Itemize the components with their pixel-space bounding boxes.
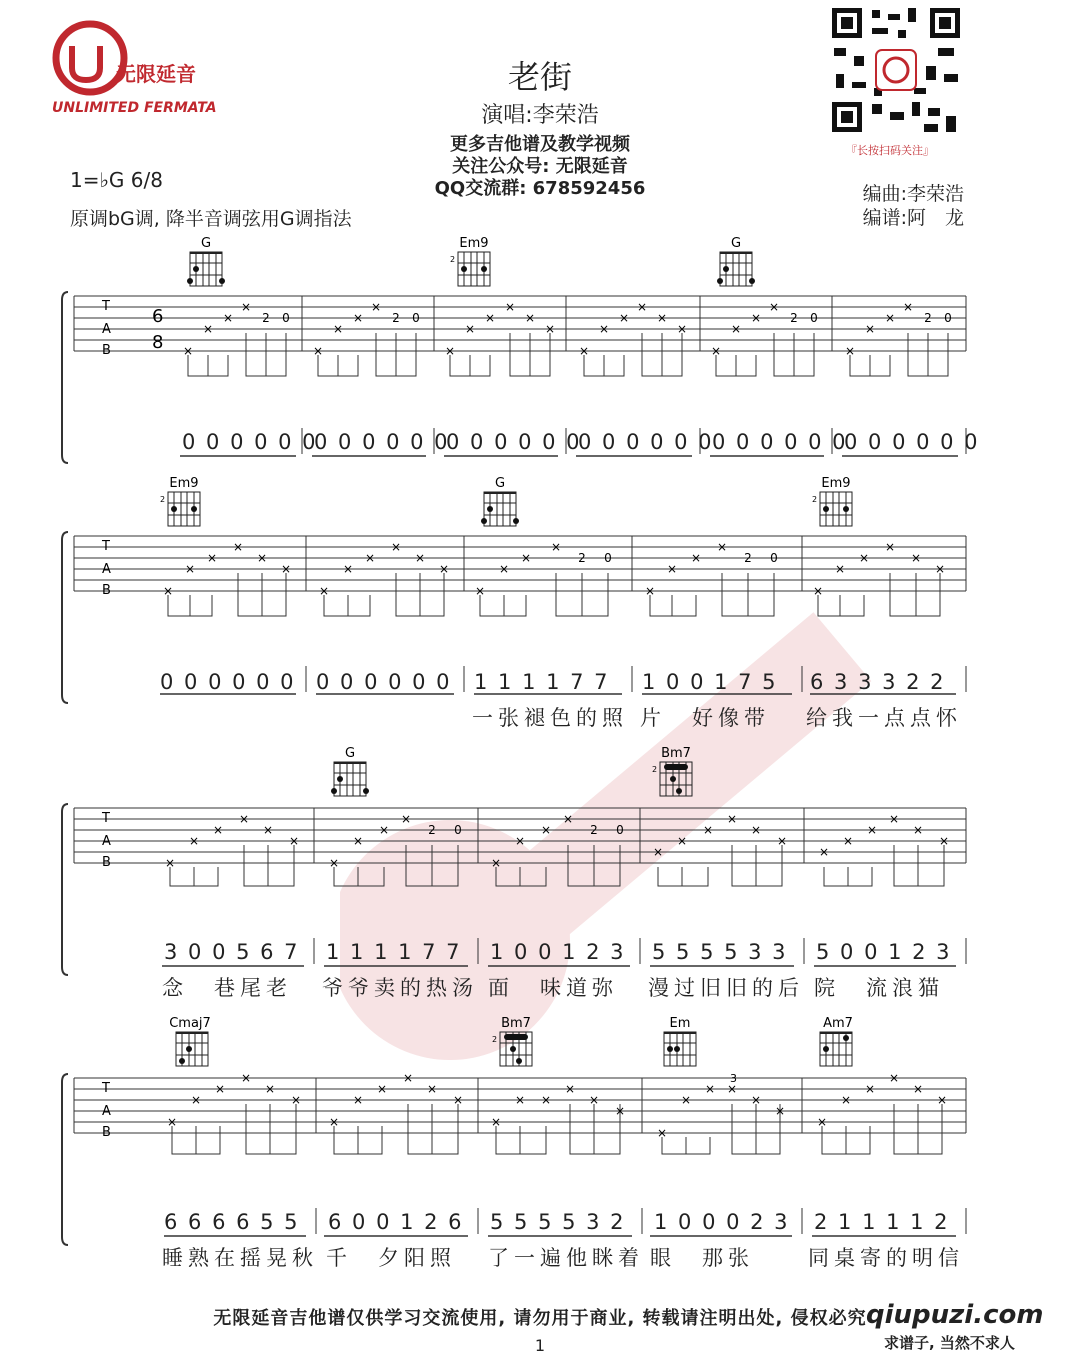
- svg-text:×: ×: [902, 300, 914, 314]
- chord-diagram: [160, 476, 208, 536]
- svg-text:×: ×: [912, 1082, 924, 1096]
- svg-text:×: ×: [352, 311, 364, 325]
- svg-text:2: 2: [590, 823, 598, 837]
- svg-text:×: ×: [190, 1093, 202, 1107]
- svg-text:×: ×: [484, 311, 496, 325]
- lyric: 睡熟在摇晃秋: [162, 1246, 318, 1270]
- svg-text:×: ×: [342, 562, 354, 576]
- svg-text:0: 0: [944, 311, 952, 325]
- svg-text:2: 2: [160, 495, 166, 504]
- svg-text:×: ×: [866, 823, 878, 837]
- jianpu-measure: 0 0 0 0 0 0: [712, 430, 848, 454]
- svg-text:0: 0: [412, 311, 420, 325]
- logo-chinese: 无限延音: [116, 62, 196, 86]
- svg-text:0: 0: [454, 823, 462, 837]
- svg-text:×: ×: [666, 562, 678, 576]
- lyric: 眼 那张: [650, 1246, 754, 1270]
- svg-text:×: ×: [656, 1126, 668, 1140]
- svg-text:A: A: [102, 1104, 111, 1119]
- jianpu-measure: 1 1 1 1 7 7: [474, 670, 610, 694]
- svg-text:Cmaj7: Cmaj7: [169, 1016, 211, 1031]
- svg-text:×: ×: [490, 1115, 502, 1129]
- svg-text:×: ×: [280, 562, 292, 576]
- svg-text:×: ×: [884, 540, 896, 554]
- svg-text:×: ×: [934, 562, 946, 576]
- jianpu-measure: 3 0 0 5 6 7: [164, 940, 300, 964]
- singer: 演唱:李荣浩: [481, 103, 599, 128]
- svg-text:×: ×: [834, 562, 846, 576]
- svg-text:×: ×: [774, 1104, 786, 1118]
- svg-text:×: ×: [426, 1082, 438, 1096]
- svg-text:×: ×: [444, 344, 456, 358]
- lyric: 同桌寄的明信: [808, 1246, 964, 1270]
- svg-text:×: ×: [370, 300, 382, 314]
- svg-text:×: ×: [240, 1071, 252, 1085]
- jianpu-measure: 5 0 0 1 2 3: [816, 940, 952, 964]
- svg-text:×: ×: [202, 322, 214, 336]
- svg-text:×: ×: [652, 845, 664, 859]
- svg-text:×: ×: [704, 1082, 716, 1096]
- svg-text:0: 0: [616, 823, 624, 837]
- lyric: 漫过旧旧的后: [648, 976, 804, 1000]
- promo-line: 更多吉他谱及教学视频: [450, 134, 630, 155]
- svg-text:×: ×: [716, 540, 728, 554]
- svg-text:×: ×: [884, 311, 896, 325]
- svg-text:B: B: [102, 855, 111, 870]
- svg-text:×: ×: [818, 845, 830, 859]
- jianpu-measure: 0 0 0 0 0 0: [446, 430, 582, 454]
- svg-text:×: ×: [540, 823, 552, 837]
- svg-text:8: 8: [152, 332, 164, 353]
- svg-text:×: ×: [166, 1115, 178, 1129]
- svg-text:×: ×: [888, 1071, 900, 1085]
- logo-english: UNLIMITED FERMATA: [52, 100, 217, 116]
- svg-text:×: ×: [474, 584, 486, 598]
- svg-text:×: ×: [816, 1115, 828, 1129]
- svg-text:×: ×: [656, 311, 668, 325]
- svg-text:B: B: [102, 343, 111, 358]
- svg-text:×: ×: [844, 344, 856, 358]
- svg-text:×: ×: [730, 322, 742, 336]
- svg-text:×: ×: [352, 1093, 364, 1107]
- svg-text:0: 0: [770, 551, 778, 565]
- svg-text:×: ×: [514, 834, 526, 848]
- svg-text:2: 2: [924, 311, 932, 325]
- svg-text:×: ×: [514, 1093, 526, 1107]
- svg-text:×: ×: [364, 551, 376, 565]
- svg-text:2: 2: [652, 765, 658, 774]
- svg-text:×: ×: [290, 1093, 302, 1107]
- svg-text:Em9: Em9: [821, 476, 851, 491]
- svg-text:×: ×: [498, 562, 510, 576]
- jianpu-measure: 2 1 1 1 1 2: [814, 1210, 950, 1234]
- svg-text:2: 2: [790, 311, 798, 325]
- svg-text:×: ×: [376, 1082, 388, 1096]
- svg-text:×: ×: [490, 856, 502, 870]
- svg-text:×: ×: [768, 300, 780, 314]
- svg-text:×: ×: [614, 1104, 626, 1118]
- svg-text:×: ×: [214, 1082, 226, 1096]
- svg-text:G: G: [344, 746, 356, 761]
- svg-text:×: ×: [726, 1082, 738, 1096]
- svg-text:×: ×: [690, 551, 702, 565]
- svg-text:×: ×: [598, 322, 610, 336]
- svg-text:Bm7: Bm7: [501, 1016, 531, 1031]
- promo-line: 关注公众号: 无限延音: [452, 156, 628, 177]
- chord-name: G: [200, 236, 212, 251]
- chord-diagram: [330, 746, 374, 806]
- svg-text:×: ×: [524, 311, 536, 325]
- svg-text:×: ×: [776, 834, 788, 848]
- svg-text:×: ×: [550, 540, 562, 554]
- site-slogan: 求谱子, 当然不求人: [884, 1334, 1015, 1352]
- svg-text:×: ×: [328, 1115, 340, 1129]
- jianpu-measure: 0 0 0 0 0 0: [844, 430, 980, 454]
- svg-text:×: ×: [414, 551, 426, 565]
- svg-text:×: ×: [888, 812, 900, 826]
- svg-text:T: T: [102, 539, 110, 554]
- svg-text:×: ×: [206, 551, 218, 565]
- svg-text:Bm7: Bm7: [661, 746, 691, 761]
- svg-text:×: ×: [676, 834, 688, 848]
- svg-text:×: ×: [452, 1093, 464, 1107]
- chord-diagram: [816, 1016, 864, 1076]
- svg-text:×: ×: [332, 322, 344, 336]
- lyric: 院 流浪猫: [814, 976, 944, 1000]
- transcriber: 编谱:阿 龙: [862, 207, 964, 229]
- svg-text:T: T: [102, 1081, 110, 1096]
- svg-text:×: ×: [842, 834, 854, 848]
- svg-text:×: ×: [400, 812, 412, 826]
- svg-text:2: 2: [578, 551, 586, 565]
- svg-text:×: ×: [562, 812, 574, 826]
- lyric: 爷爷卖的热汤: [322, 976, 478, 1000]
- svg-text:2: 2: [450, 255, 456, 264]
- lyric: 片 好像带: [640, 706, 770, 730]
- svg-text:A: A: [102, 834, 111, 849]
- svg-text:×: ×: [910, 551, 922, 565]
- svg-text:A: A: [102, 562, 111, 577]
- svg-text:B: B: [102, 1125, 111, 1140]
- svg-text:6: 6: [152, 306, 164, 327]
- svg-text:×: ×: [188, 834, 200, 848]
- key-signature: 1=♭G 6/8: [70, 168, 163, 192]
- svg-text:0: 0: [810, 311, 818, 325]
- svg-text:2: 2: [262, 311, 270, 325]
- chord-diagram: [450, 236, 498, 296]
- promo-line: QQ交流群: 678592456: [434, 178, 646, 199]
- svg-text:×: ×: [750, 1093, 762, 1107]
- svg-text:0: 0: [282, 311, 290, 325]
- svg-text:2: 2: [392, 311, 400, 325]
- svg-text:×: ×: [182, 344, 194, 358]
- svg-text:×: ×: [256, 551, 268, 565]
- svg-text:×: ×: [840, 1093, 852, 1107]
- lyric: 了一遍他眯着: [488, 1246, 644, 1270]
- chord-diagram: [660, 1016, 704, 1076]
- svg-text:×: ×: [238, 812, 250, 826]
- svg-text:2: 2: [744, 551, 752, 565]
- svg-text:×: ×: [212, 823, 224, 837]
- svg-text:×: ×: [912, 823, 924, 837]
- jianpu-measure: 0 0 0 0 0 0: [314, 430, 450, 454]
- jianpu-measure: 5 5 5 5 3 2: [490, 1210, 626, 1234]
- svg-text:×: ×: [464, 322, 476, 336]
- chord-diagram: [186, 236, 230, 296]
- svg-text:×: ×: [312, 344, 324, 358]
- svg-text:×: ×: [858, 551, 870, 565]
- svg-text:×: ×: [262, 823, 274, 837]
- qr-caption: 『长按扫码关注』: [846, 144, 934, 157]
- jianpu-measure: 0 0 0 0 0 0: [316, 670, 452, 694]
- jianpu-measure: 1 1 1 1 7 7: [326, 940, 462, 964]
- svg-text:×: ×: [680, 1093, 692, 1107]
- lyric: 面 味道弥: [488, 976, 618, 1000]
- chord-diagram: [716, 236, 760, 296]
- chord-diagram: [812, 476, 860, 536]
- jianpu-measure: 0 0 0 0 0 0: [578, 430, 714, 454]
- svg-text:×: ×: [588, 1093, 600, 1107]
- jianpu-measure: 0 0 0 0 0 0: [160, 670, 296, 694]
- svg-text:×: ×: [676, 322, 688, 336]
- svg-text:×: ×: [288, 834, 300, 848]
- svg-text:×: ×: [232, 540, 244, 554]
- jianpu-measure: 1 0 0 1 2 3: [490, 940, 626, 964]
- svg-text:Em9: Em9: [459, 236, 489, 251]
- svg-text:0: 0: [604, 551, 612, 565]
- svg-text:×: ×: [520, 551, 532, 565]
- svg-text:×: ×: [184, 562, 196, 576]
- jianpu-measure: 1 0 0 1 7 5: [642, 670, 778, 694]
- svg-text:2: 2: [428, 823, 436, 837]
- svg-text:×: ×: [864, 1082, 876, 1096]
- svg-text:×: ×: [938, 834, 950, 848]
- chord-diagram: [492, 1016, 540, 1076]
- svg-text:T: T: [102, 299, 110, 314]
- svg-text:×: ×: [318, 584, 330, 598]
- svg-text:×: ×: [636, 300, 648, 314]
- site-watermark: qiupuzi.com: [866, 1300, 1044, 1330]
- svg-text:Em: Em: [669, 1016, 691, 1031]
- copyright-notice: 无限延音吉他谱仅供学习交流使用, 请勿用于商业, 转载请注明出处, 侵权必究: [213, 1308, 867, 1329]
- svg-text:×: ×: [378, 823, 390, 837]
- jianpu-measure: 6 3 3 3 2 2: [810, 670, 946, 694]
- chord-diagram: [164, 1016, 220, 1076]
- svg-text:×: ×: [936, 1093, 948, 1107]
- svg-text:A: A: [102, 322, 111, 337]
- svg-text:×: ×: [702, 823, 714, 837]
- svg-text:×: ×: [222, 311, 234, 325]
- chord-diagram: [652, 746, 700, 806]
- svg-text:×: ×: [864, 322, 876, 336]
- svg-text:×: ×: [352, 834, 364, 848]
- svg-text:×: ×: [564, 1082, 576, 1096]
- svg-text:G: G: [494, 476, 506, 491]
- song-title: 老街: [507, 58, 572, 96]
- key-note: 原调bG调, 降半音调弦用G调指法: [70, 208, 352, 230]
- svg-text:×: ×: [162, 584, 174, 598]
- svg-text:×: ×: [578, 344, 590, 358]
- jianpu-measure: 0 0 0 0 0 0: [182, 430, 318, 454]
- svg-text:2: 2: [812, 495, 818, 504]
- svg-text:Am7: Am7: [823, 1016, 853, 1031]
- svg-text:T: T: [102, 811, 110, 826]
- arranger: 编曲:李荣浩: [862, 183, 964, 205]
- qr-code-icon[interactable]: [828, 4, 964, 136]
- svg-text:×: ×: [264, 1082, 276, 1096]
- page-number: 1: [534, 1336, 546, 1355]
- svg-text:B: B: [102, 583, 111, 598]
- jianpu-measure: 6 6 6 6 5 5: [164, 1210, 300, 1234]
- svg-text:×: ×: [750, 311, 762, 325]
- svg-text:G: G: [730, 236, 742, 251]
- credits: [863, 182, 964, 230]
- svg-text:×: ×: [504, 300, 516, 314]
- svg-text:×: ×: [438, 562, 450, 576]
- svg-text:×: ×: [390, 540, 402, 554]
- lyric: 给我一点点怀: [806, 706, 962, 730]
- svg-text:3: 3: [730, 1072, 737, 1085]
- svg-text:×: ×: [402, 1071, 414, 1085]
- svg-text:2: 2: [492, 1035, 498, 1044]
- svg-text:×: ×: [726, 812, 738, 826]
- chord-diagram: [480, 476, 524, 536]
- jianpu-measure: 1 0 0 0 2 3: [654, 1210, 790, 1234]
- svg-text:×: ×: [618, 311, 630, 325]
- svg-text:×: ×: [164, 856, 176, 870]
- svg-text:Em9: Em9: [169, 476, 199, 491]
- svg-text:×: ×: [240, 300, 252, 314]
- lyric: 一张褪色的照: [472, 706, 628, 730]
- svg-text:×: ×: [812, 584, 824, 598]
- svg-text:×: ×: [328, 856, 340, 870]
- jianpu-measure: 5 5 5 5 3 3: [652, 940, 788, 964]
- lyric: 念 巷尾老: [162, 976, 292, 1000]
- svg-text:×: ×: [710, 344, 722, 358]
- jianpu-measure: 6 0 0 1 2 6: [328, 1210, 464, 1234]
- svg-text:×: ×: [644, 584, 656, 598]
- svg-text:×: ×: [750, 823, 762, 837]
- svg-text:×: ×: [540, 1093, 552, 1107]
- lyric: 千 夕阳照: [326, 1246, 456, 1270]
- svg-text:×: ×: [544, 322, 556, 336]
